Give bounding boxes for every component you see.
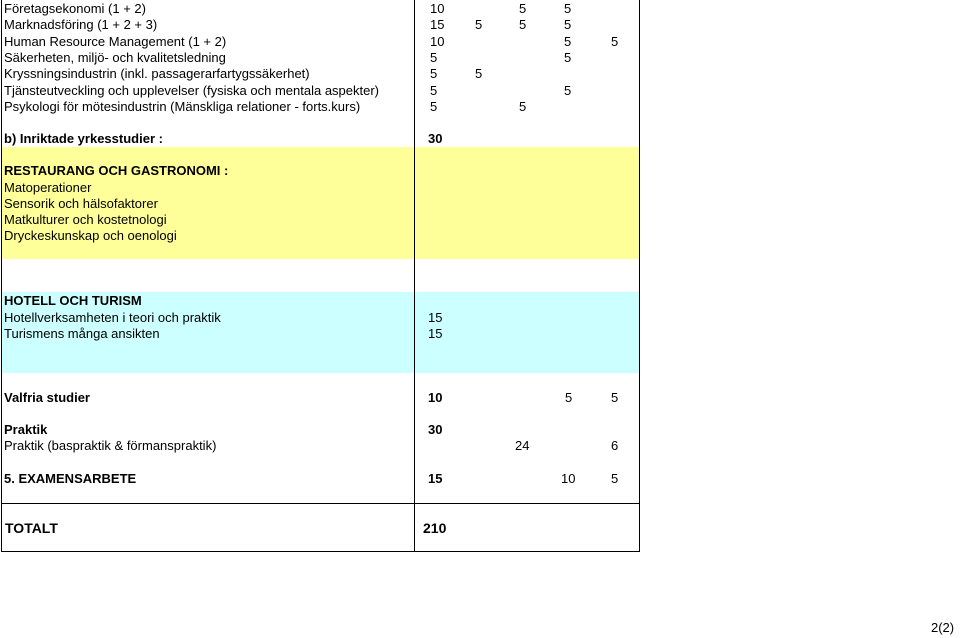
course-label: Marknadsföring (1 + 2 + 3) bbox=[4, 17, 158, 32]
examen-col4: 10 bbox=[561, 471, 576, 486]
credits-total: 5 bbox=[430, 83, 438, 98]
credits-total: 5 bbox=[430, 50, 438, 65]
column-divider bbox=[414, 0, 415, 552]
course-label: Human Resource Management (1 + 2) bbox=[4, 34, 227, 49]
credits-col3: 5 bbox=[519, 1, 527, 16]
course-label: Säkerheten, miljö- och kvalitetsledning bbox=[4, 50, 226, 65]
list-item: Dryckeskunskap och oenologi bbox=[4, 228, 177, 243]
praktik-sub-col3: 24 bbox=[515, 438, 530, 453]
credits-col3: 5 bbox=[519, 99, 527, 114]
table-left-border bbox=[1, 0, 2, 552]
list-item: Sensorik och hälsofaktorer bbox=[4, 196, 158, 211]
list-item: Matkulturer och kostetnologi bbox=[4, 212, 167, 227]
list-item: Hotellverksamheten i teori och praktik bbox=[4, 310, 221, 325]
credits-total: 10 bbox=[430, 1, 445, 16]
list-item-value: 15 bbox=[428, 326, 443, 341]
list-item: Matoperationer bbox=[4, 180, 92, 195]
praktik-value: 30 bbox=[428, 422, 443, 437]
examen-total: 15 bbox=[428, 471, 443, 486]
praktik-label: Praktik bbox=[4, 422, 48, 437]
inriktade-value: 30 bbox=[428, 131, 443, 146]
credits-col4: 5 bbox=[564, 17, 572, 32]
examen-col5: 5 bbox=[611, 471, 619, 486]
totalt-label: TOTALT bbox=[5, 520, 58, 536]
credits-total: 5 bbox=[430, 99, 438, 114]
restaurang-title: RESTAURANG OCH GASTRONOMI : bbox=[4, 163, 229, 178]
course-label: Kryssningsindustrin (inkl. passagerarfartygssäkerhet) bbox=[4, 66, 310, 81]
list-item-value: 15 bbox=[428, 310, 443, 325]
valfria-col5: 5 bbox=[611, 390, 619, 405]
credits-col4: 5 bbox=[564, 83, 572, 98]
credits-col3: 5 bbox=[519, 17, 527, 32]
hotell-title: HOTELL OCH TURISM bbox=[4, 293, 142, 308]
credits-col5: 5 bbox=[611, 34, 619, 49]
page-number: 2(2) bbox=[931, 620, 955, 635]
examen-label: 5. EXAMENSARBETE bbox=[4, 471, 137, 486]
credits-total: 15 bbox=[430, 17, 445, 32]
credits-total: 10 bbox=[430, 34, 445, 49]
inriktade-label: b) Inriktade yrkesstudier : bbox=[4, 131, 163, 146]
course-label: Tjänsteutveckling och upplevelser (fysiska och mentala aspekter) bbox=[4, 83, 380, 98]
credits-col4: 5 bbox=[564, 50, 572, 65]
praktik-sub-label: Praktik (baspraktik & förmanspraktik) bbox=[4, 438, 217, 453]
totalt-value: 210 bbox=[423, 520, 447, 536]
totalt-bottom-border bbox=[1, 551, 640, 552]
totalt-top-border bbox=[1, 503, 640, 504]
credits-col4: 5 bbox=[564, 34, 572, 49]
praktik-sub-col5: 6 bbox=[611, 438, 619, 453]
credits-col4: 5 bbox=[564, 1, 572, 16]
column-divider bbox=[639, 0, 640, 552]
list-item: Turismens många ansikten bbox=[4, 326, 160, 341]
credits-col2: 5 bbox=[475, 66, 483, 81]
course-label: Företagsekonomi (1 + 2) bbox=[4, 1, 146, 16]
valfria-col4: 5 bbox=[565, 390, 573, 405]
valfria-label: Valfria studier bbox=[4, 390, 90, 405]
course-label: Psykologi för mötesindustrin (Mänskliga relationer - forts.kurs) bbox=[4, 99, 361, 114]
credits-col2: 5 bbox=[475, 17, 483, 32]
valfria-total: 10 bbox=[428, 390, 443, 405]
credits-total: 5 bbox=[430, 66, 438, 81]
